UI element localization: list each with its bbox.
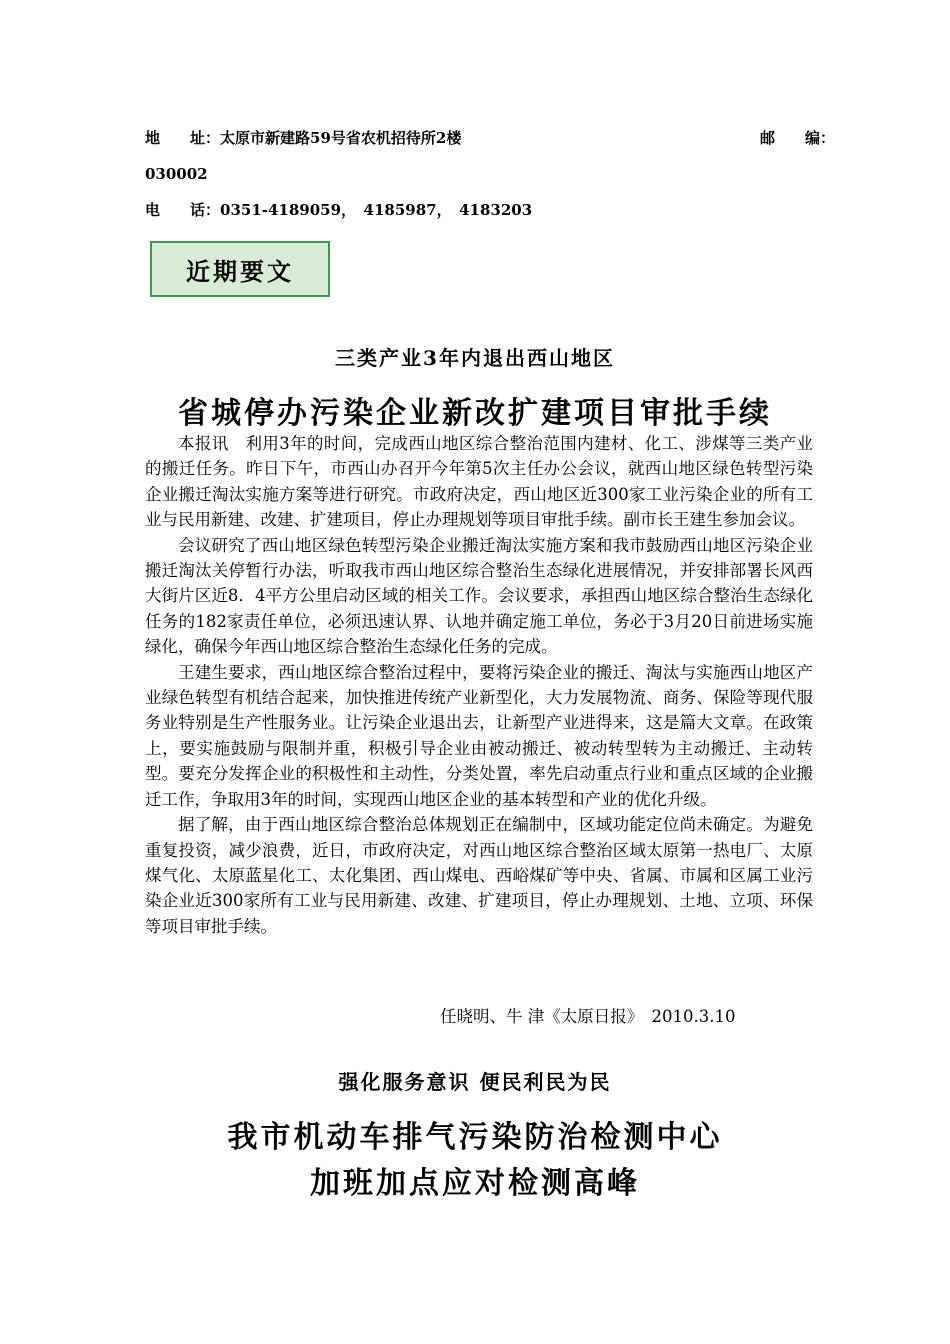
article1-paragraph: 王建生要求，西山地区综合整治过程中，要将污染企业的搬迁、淘汰与实施西山地区产业绿色转型有机结合起来，加快推进传统产业新型化，大力发展物流、商务、保险等现代服务业特别是生产性服务业。让污染企业退出去，让新型产业进得来，这是篇大文章。在政策上，要实施鼓励与限制并重，积极引导企业由被动搬迁、被动转型转为主动搬迁、主动转型。要充分发挥企业的积极性和主动性，分类处置，率先启动重点行业和重点区域的企业搬迁工作，争取用3年的时间，实现西山地区企业的基本转型和产业的优化升级。	[145, 662, 813, 809]
address-value: 太原市新建路59号省农机招待所2楼	[220, 129, 462, 147]
section-heading: 近期要文	[186, 257, 294, 286]
postcode-label: 邮 编：	[760, 129, 836, 147]
article1-paragraph: 据了解，由于西山地区综合整治总体规划正在编制中，区域功能定位尚未确定。为避免重复投资，减少浪费，近日，市政府决定，对西山地区综合整治区域太原第一热电厂、太原煤气化、太原蓝星化工、太化集团、西山煤电、西峪煤矿等中央、省属、市属和区属工业污染企业近300家所有工业与民用新建、改建、扩建项目，停止办理规划、土地、立项、环保等项目审批手续。	[145, 815, 813, 936]
article2-title-line2: 加班加点应对检测高峰	[310, 1166, 640, 1201]
address-line	[145, 128, 461, 148]
article1-title: 省城停办污染企业新改扩建项目审批手续	[178, 396, 772, 431]
article1-paragraph: 本报讯 利用3年的时间，完成西山地区综合整治范围内建材、化工、涉煤等三类产业的搬迁任务。昨日下午，市西山办召开今年第5次主任办公会议，就西山地区绿色转型污染企业搬迁淘汰实施方案等进行研究。市政府决定，西山地区近300家工业污染企业的所有工业与民用新建、改建、扩建项目，停止办理规划等项目审批手续。副市长王建生参加会议。	[145, 434, 813, 530]
address-label: 地 址：	[145, 129, 221, 147]
article1-body	[145, 431, 813, 939]
article1-paragraph: 会议研究了西山地区绿色转型污染企业搬迁淘汰实施方案和我市鼓励西山地区污染企业搬迁淘汰关停暂行办法，听取我市西山地区综合整治生态绿化进展情况，并安排部署长风西大街片区近8．4平方公里启动区域的相关工作。会议要求，承担西山地区综合整治生态绿化任务的182家责任单位，必须迅速认界、认地并确定施工单位，务必于3月20日前进场实施绿化，确保今年西山地区综合整治生态绿化任务的完成。	[145, 535, 813, 657]
phone-value: 0351-4189059， 4185987， 4183203	[220, 201, 533, 219]
article2-subtitle: 强化服务意识 便民利民为民	[338, 1070, 612, 1094]
article2-title-line1: 我市机动车排气污染防治检测中心	[227, 1120, 723, 1155]
section-heading-box	[150, 241, 330, 297]
article1-byline: 任晓明、牛 津《太原日报》 2010.3.10	[440, 1007, 736, 1026]
article1-subtitle: 三类产业3年内退出西山地区	[335, 346, 615, 370]
phone-line	[145, 200, 532, 220]
phone-label: 电 话：	[145, 201, 221, 219]
postcode-value: 030002	[145, 165, 208, 183]
